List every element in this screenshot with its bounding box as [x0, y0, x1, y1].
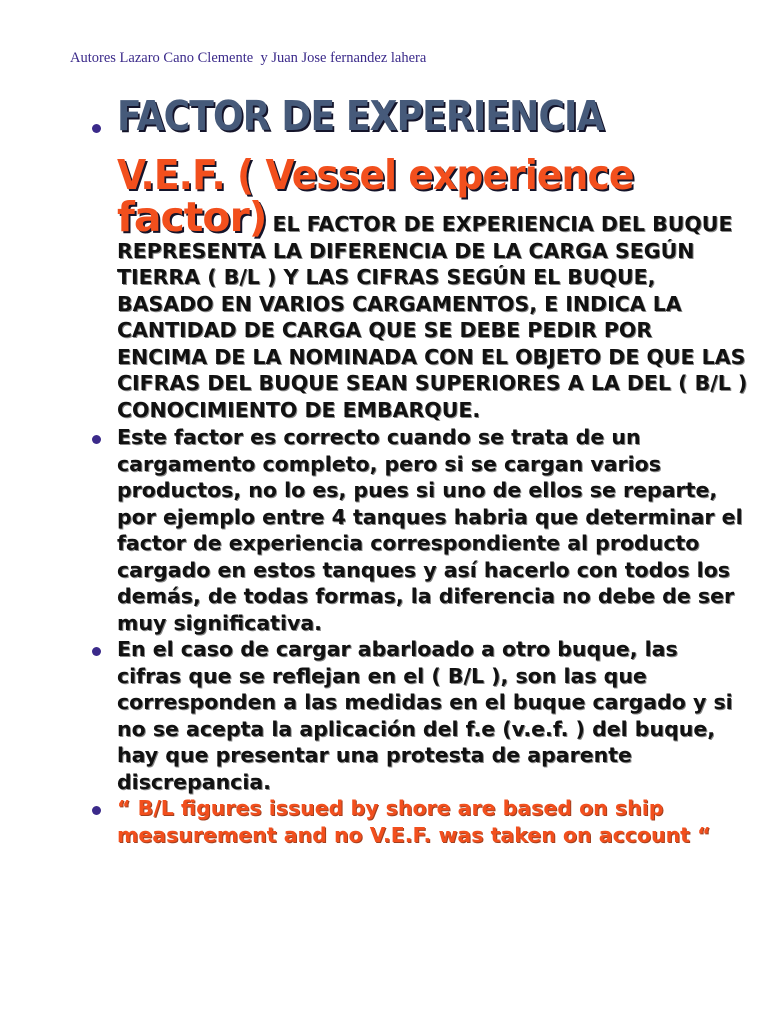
authors-header: Autores Lazaro Cano Clemente y Juan Jose fernandez lahera [70, 50, 427, 66]
section-subtitle-continued: factor) [117, 193, 267, 241]
bullet-icon [92, 435, 101, 444]
definition-paragraph [117, 193, 748, 423]
bullet-icon [92, 806, 101, 815]
section-title: FACTOR DE EXPERIENCIA [117, 92, 604, 140]
bullet-list [0, 88, 768, 848]
bullet-icon [92, 124, 101, 133]
definition-text: EL FACTOR DE EXPERIENCIA DEL BUQUE REPRESENTA LA DIFERENCIA DE LA CARGA SEGÚN TIERRA ( B/L ) Y LAS CIFRAS SEGÚN EL BUQUE, BASADO EN VARIOS CARGAMENTOS, E INDICA LA CANTIDAD DE CARGA QUE SE DEBE PEDIR POR ENCIMA DE LA NOMINADA CON EL OBJETO DE QUE LAS CIFRAS DEL BUQUE SEAN SUPERIORES A LA DEL ( B/L ) CONOCIMIENTO DE EMBARQUE. [117, 212, 748, 422]
list-item-vef-definition [0, 88, 768, 423]
list-item-full-cargo [0, 424, 768, 636]
list-item-alongside-loading [0, 636, 768, 795]
bullet-icon [92, 647, 101, 656]
alongside-loading-paragraph: En el caso de cargar abarloado a otro buque, las cifras que se reflejan en el ( B/L ), son las que corresponden a las medidas en el buque cargado y si no se acepta la aplicación del f.e (v.e.f. ) del buque, hay que presentar una protesta de aparente discrepancia. [117, 637, 733, 794]
section-subtitle: V.E.F. ( Vessel experience [117, 151, 634, 199]
bl-quote-paragraph: “ B/L figures issued by shore are based on ship measurement and no V.E.F. was taken on account “ [117, 796, 711, 847]
full-cargo-paragraph: Este factor es correcto cuando se trata de un cargamento completo, pero si se cargan varios productos, no lo es, pues si uno de ellos se reparte, por ejemplo entre 4 tanques habria que determinar el factor de experiencia correspondiente al producto cargado en estos tanques y así hacerlo con todos los demás, de todas formas, la diferencia no debe de ser muy significativa. [117, 425, 743, 635]
list-item-bl-quote [0, 795, 768, 848]
